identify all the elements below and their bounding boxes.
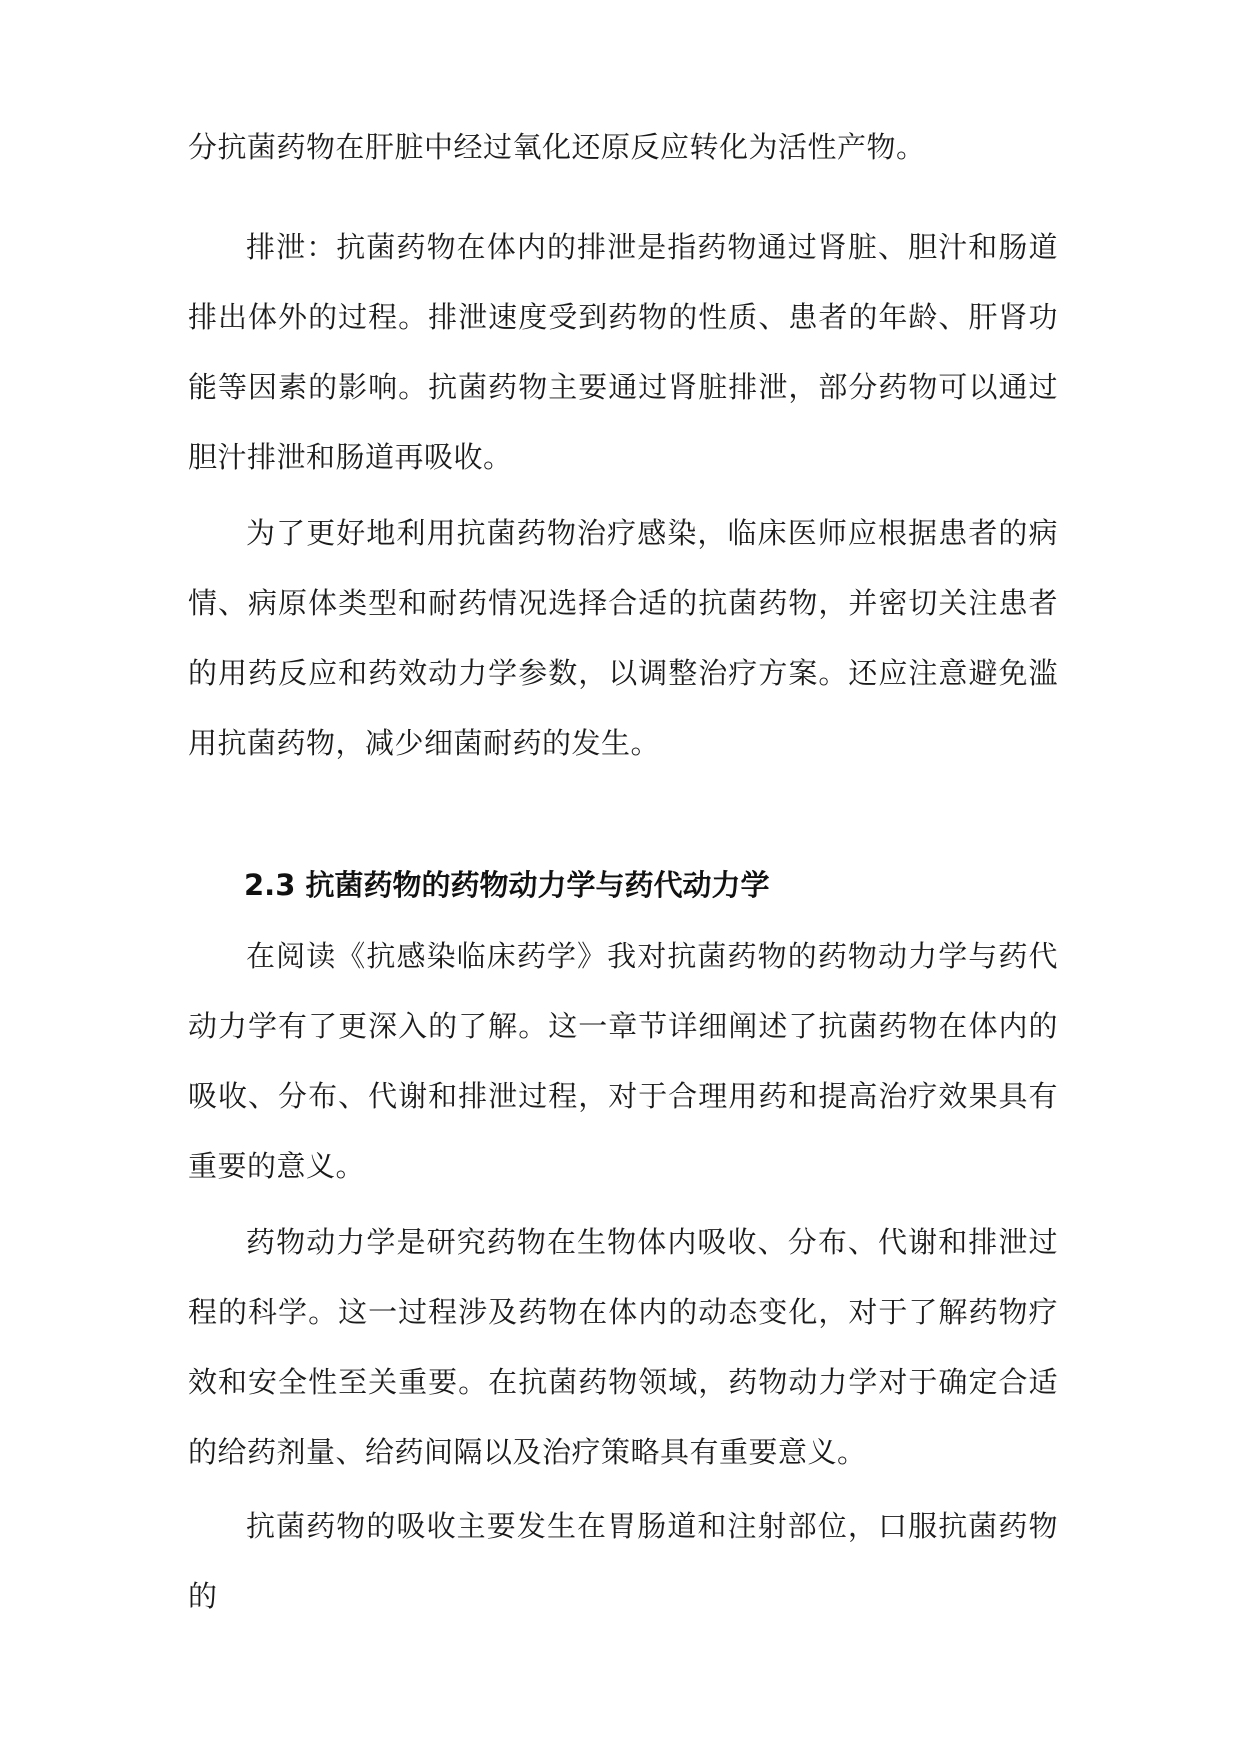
paragraph-pharmacokinetics: 药物动力学是研究药物在生物体内吸收、分布、代谢和排泄过程的科学。这一过程涉及药物在体内的动态变化，对于了解药物疗效和安全性至关重要。在抗菌药物领域，药物动力学对于确定合适的给药剂量、给药间隔以及治疗策略具有重要意义。 [188,1225,1058,1469]
paragraph-clinical-advice: 为了更好地利用抗菌药物治疗感染，临床医师应根据患者的病情、病原体类型和耐药情况选择合适的抗菌药物，并密切关注患者的用药反应和药效动力学参数，以调整治疗方案。还应注意避免滥用抗菌药物，减少细菌耐药的发生。 [188,516,1058,760]
paragraph-reading-reflection: 在阅读《抗感染临床药学》我对抗菌药物的药物动力学与药代动力学有了更深入的了解。这一章节详细阐述了抗菌药物在体内的吸收、分布、代谢和排泄过程，对于合理用药和提高治疗效果具有重要的意义。 [188,939,1058,1183]
section-heading: 2.3 抗菌药物的药物动力学与药代动力学 [244,868,770,902]
paragraph-absorption: 抗菌药物的吸收主要发生在胃肠道和注射部位，口服抗菌药物的 [188,1509,1058,1613]
paragraph-excretion: 排泄：抗菌药物在体内的排泄是指药物通过肾脏、胆汁和肠道排出体外的过程。排泄速度受到药物的性质、患者的年龄、肝肾功能等因素的影响。抗菌药物主要通过肾脏排泄，部分药物可以通过胆汁排泄和肠道再吸收。 [188,230,1058,474]
paragraph-continuation: 分抗菌药物在肝脏中经过氧化还原反应转化为活性产物。 [188,130,926,164]
